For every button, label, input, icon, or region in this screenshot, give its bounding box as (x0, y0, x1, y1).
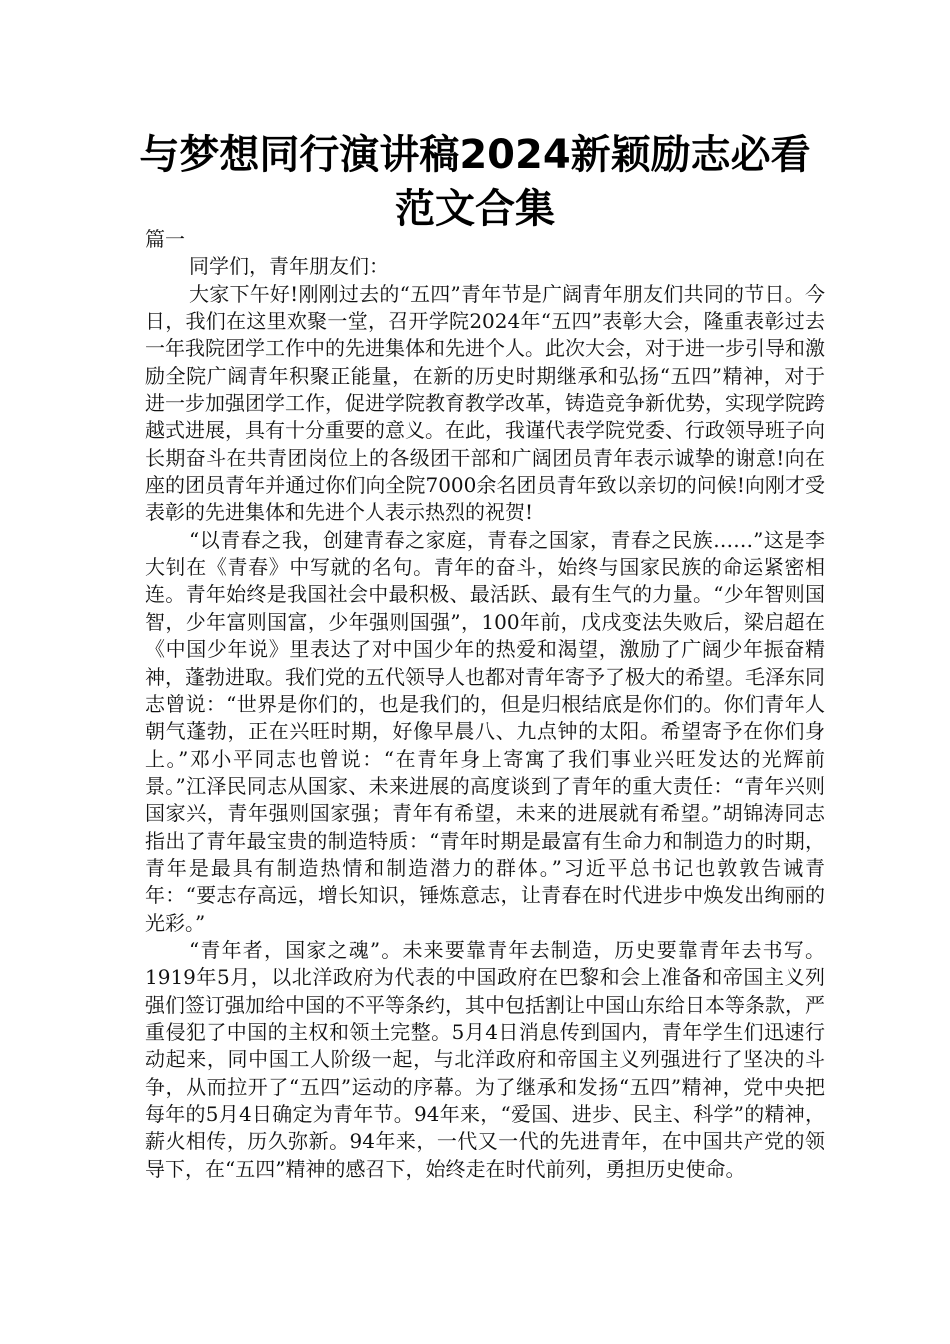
paragraph-2: “以青春之我，创建青春之家庭，青春之国家，青春之民族……”这是李大钊在《青春》中写就的名句。青年的奋斗，始终与国家民族的命运紧密相连。青年始终是我国社会中最积极、最活跃、最有生气的力量。“少年智则国智，少年富则国富，少年强则国强”，100年前，戊戌变法失败后，梁启超在《中国少年说》里表达了对中国少年的热爱和渴望，激励了广阔少年振奋精神，蓬勃进取。我们党的五代领导人也都对青年寄予了极大的希望。毛泽东同志曾说：“世界是你们的，也是我们的，但是归根结底是你们的。你们青年人朝气蓬勃，正在兴旺时期，好像早晨八、九点钟的太阳。希望寄予在你们身上。”邓小平同志也曾说：“在青年身上寄寓了我们事业兴旺发达的光辉前景。”江泽民同志从国家、未来进展的高度谈到了青年的重大责任：“青年兴则国家兴，青年强则国家强；青年有希望，未来的进展就有希望。”胡锦涛同志指出了青年最宝贵的制造特质：“青年时期是最富有生命力和制造力的时期，青年是最具有制造热情和制造潜力的群体。”习近平总书记也敦敦告诫青年：“要志存高远，增长知识，锤炼意志，让青春在时代进步中焕发出绚丽的光彩。” (145, 527, 825, 935)
document-body (145, 226, 825, 1183)
greeting: 同学们，青年朋友们： (189, 254, 389, 279)
title-line-2: 范文合集 (395, 186, 555, 232)
title-line-1: 与梦想同行演讲稿2024新颖励志必看 (139, 132, 811, 178)
section-label: 篇一 (145, 227, 185, 251)
document-title (120, 128, 830, 236)
paragraph-3: “青年者，国家之魂”。未来要靠青年去制造，历史要靠青年去书写。1919年5月，以北洋政府为代表的中国政府在巴黎和会上准备和帝国主义列强们签订强加给中国的不平等条约，其中包括割让中国山东给日本等条款，严重侵犯了中国的主权和领土完整。5月4日消息传到国内，青年学生们迅速行动起来，同中国工人阶级一起，与北洋政府和帝国主义列强进行了坚决的斗争，从而拉开了“五四”运动的序幕。为了继承和发扬“五四”精神，党中央把每年的5月4日确定为青年节。94年来，“爱国、进步、民主、科学”的精神，薪火相传，历久弥新。94年来，一代又一代的先进青年，在中国共产党的领导下，在“五四”精神的感召下，始终走在时代前列，勇担历史使命。 (145, 937, 825, 1181)
paragraph-1: 大家下午好!刚刚过去的“五四”青年节是广阔青年朋友们共同的节日。今日，我们在这里欢聚一堂，召开学院2024年“五四”表彰大会，隆重表彰过去一年我院团学工作中的先进集体和先进个人。此次大会，对于进一步引导和激励全院广阔青年积聚正能量，在新的历史时期继承和弘扬“五四”精神，对于进一步加强团学工作，促进学院教育教学改革，铸造竞争新优势，实现学院跨越式进展，具有十分重要的意义。在此，我谨代表学院党委、行政领导班子向长期奋斗在共青团岗位上的各级团干部和广阔团员青年表示诚挚的谢意!向在座的团员青年并通过你们向全院7000余名团员青年致以亲切的问候!向刚才受表彰的先进集体和先进个人表示热烈的祝贺! (145, 281, 825, 525)
